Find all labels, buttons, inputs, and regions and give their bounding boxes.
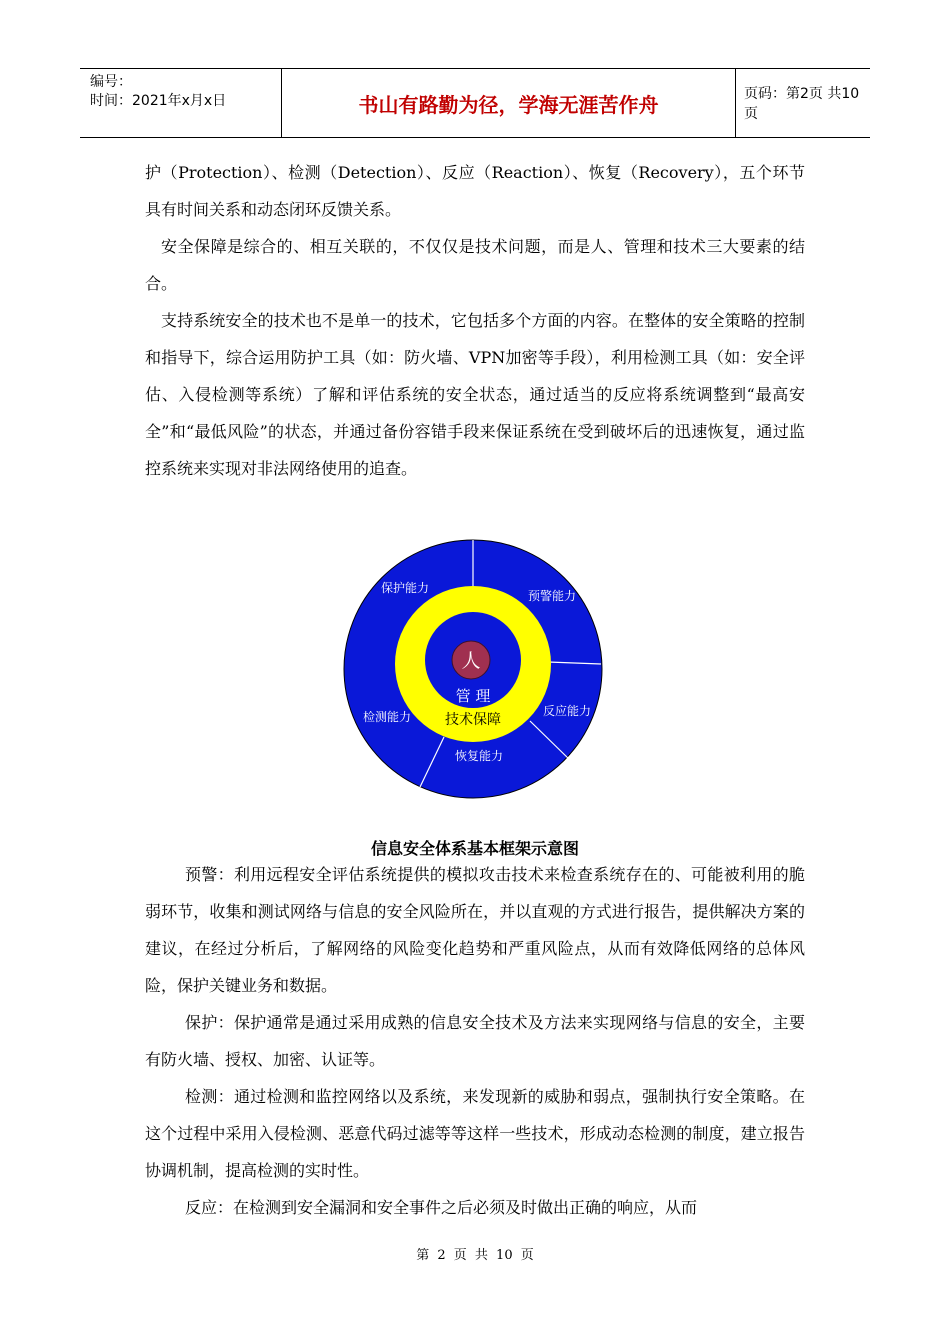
person-label: 人: [461, 650, 481, 672]
body-text-top: [145, 154, 805, 487]
paragraph: 反应：在检测到安全漏洞和安全事件之后必须及时做出正确的响应，从而: [185, 1198, 698, 1217]
header-motto: 书山有路勤为径，学海无涯苦作舟: [282, 69, 736, 137]
number-label: 编号：: [90, 74, 132, 90]
tech-label: 技术保障: [445, 712, 501, 728]
time-label: 时间：2021年x月x日: [90, 93, 227, 109]
paragraph: 支持系统安全的技术也不是单一的技术，它包括多个方面的内容。在整体的安全策略的控制和指导下，综合运用防护工具（如：防火墙、VPN加密等手段），利用检测工具（如：安全评估、入侵检测等系统）了解和评估系统的安全状态，通过适当的反应将系统调整到“最高安全”和“最低风险”的状态，并通过备份容错手段来保证系统在受到破坏后的迅速恢复，通过监控系统来实现对非法网络使用的追查。: [145, 311, 805, 478]
figure-caption: 信息安全体系基本框架示意图: [370, 839, 579, 858]
segment-warning: 预警能力: [527, 589, 577, 603]
header-meta: [80, 69, 282, 137]
paragraph: 预警：利用远程安全评估系统提供的模拟攻击技术来检查系统存在的、可能被利用的脆弱环节，收集和测试网络与信息的安全风险所在，并以直观的方式进行报告，提供解决方案的建议，在经过分析后，了解网络的风险变化趋势和严重风险点，从而有效降低网络的总体风险，保护关键业务和数据。: [145, 865, 805, 995]
management-label: 管 理: [455, 687, 491, 705]
segment-detection: 检测能力: [362, 710, 412, 724]
paragraph: 安全保障是综合的、相互关联的，不仅仅是技术问题，而是人、管理和技术三大要素的结合。: [145, 237, 805, 293]
paragraph: 保护：保护通常是通过采用成熟的信息安全技术及方法来实现网络与信息的安全，主要有防火墙、授权、加密、认证等。: [145, 1013, 805, 1069]
segment-recovery: 恢复能力: [454, 749, 504, 763]
paragraph: 检测：通过检测和监控网络以及系统，来发现新的威胁和弱点，强制执行安全策略。在这个过程中采用入侵检测、恶意代码过滤等等这样一些技术，形成动态检测的制度，建立报告协调机制，提高检测的实时性。: [145, 1087, 805, 1180]
paragraph: 护（Protection）、检测（Detection）、反应（Reaction）、恢复（Recovery），五个环节具有时间关系和动态闭环反馈关系。: [145, 163, 805, 219]
header-page-info: 页码：第2页 共10页: [744, 86, 860, 122]
body-text-bottom: [145, 856, 805, 1226]
page-header: [80, 68, 870, 138]
page-footer: 第 2 页 共 10 页: [416, 1248, 534, 1263]
segment-protect: 保护能力: [380, 581, 430, 595]
segment-reaction: 反应能力: [542, 704, 592, 718]
security-framework-diagram: [342, 538, 604, 800]
